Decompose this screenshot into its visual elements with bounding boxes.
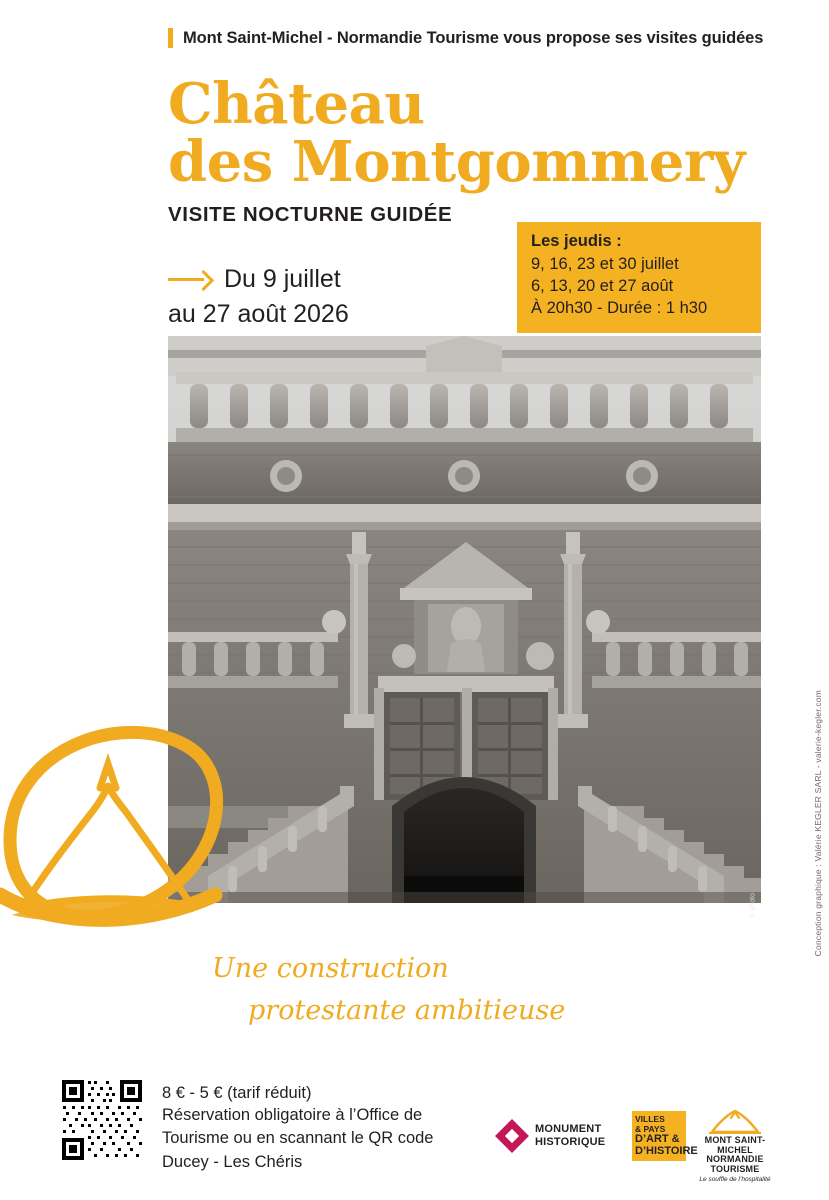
- schedule-line-2: 6, 13, 20 et 27 août: [531, 276, 674, 295]
- date-range: [168, 262, 349, 331]
- schedule-box: [517, 222, 761, 333]
- kicker-bar-icon: [168, 28, 173, 48]
- monument-historique-line2: HISTORIQUE: [535, 1136, 606, 1148]
- msm-line2: NORMANDIE TOURISME: [706, 1154, 764, 1175]
- date-range-line1: Du 9 juillet: [224, 265, 341, 293]
- vpah-logo: [632, 1111, 698, 1161]
- msm-tourisme-logo: [690, 1110, 780, 1183]
- reservation-line1: Réservation obligatoire à l’Office de: [162, 1106, 423, 1125]
- kicker: [168, 28, 763, 48]
- monument-historique-logo: [495, 1119, 605, 1153]
- vpah-line2: & PAYS: [635, 1123, 666, 1134]
- vpah-line1: VILLES: [635, 1114, 665, 1124]
- date-range-line2: au 27 août 2026: [168, 299, 349, 328]
- tagline: [212, 948, 632, 1032]
- msm-line1: MONT SAINT-MICHEL: [704, 1135, 766, 1155]
- tagline-line1: Une construction: [212, 953, 449, 984]
- page-title-line2: des Montgommery: [168, 128, 745, 195]
- kicker-text: Mont Saint-Michel - Normandie Tourisme vous propose ses visites guidées: [183, 28, 764, 47]
- monument-historique-line1: MONUMENT: [535, 1123, 602, 1136]
- mont-icon: [709, 1110, 761, 1134]
- schedule-heading: Les jeudis :: [531, 232, 622, 250]
- schedule-line-3: À 20h30 - Durée : 1 h30: [531, 298, 708, 317]
- photo-credit: © photo: [750, 893, 757, 918]
- qr-code[interactable]: [60, 1078, 144, 1162]
- page-title-line1: Château: [168, 71, 425, 137]
- msm-tagline: Le souffle de l’hospitalité: [699, 1175, 771, 1183]
- mont-saint-michel-brush-icon: [0, 690, 250, 960]
- diamond-icon: [495, 1119, 529, 1153]
- title-block: [168, 71, 788, 227]
- schedule-line-1: 9, 16, 23 et 30 juillet: [531, 255, 679, 273]
- chateau-photo: [168, 336, 761, 918]
- reservation-line2: Tourisme ou en scannant le QR code: [162, 1128, 434, 1147]
- arrow-right-icon: [168, 269, 212, 289]
- designer-credit: Conception graphique : Valérie KEGLER SARL - valerie-kegler.com: [813, 690, 823, 957]
- price-info: 8 € - 5 € (tarif réduit): [162, 1084, 312, 1102]
- practical-info: [162, 1082, 434, 1174]
- page-subtitle: VISITE NOCTURNE GUIDÉE: [168, 203, 453, 227]
- tagline-line2: protestante ambitieuse: [248, 994, 566, 1026]
- vpah-line3: D’ART &: [635, 1133, 680, 1146]
- location-info: Ducey - Les Chéris: [162, 1153, 303, 1172]
- vpah-line4: D’HISTOIRE: [635, 1144, 698, 1157]
